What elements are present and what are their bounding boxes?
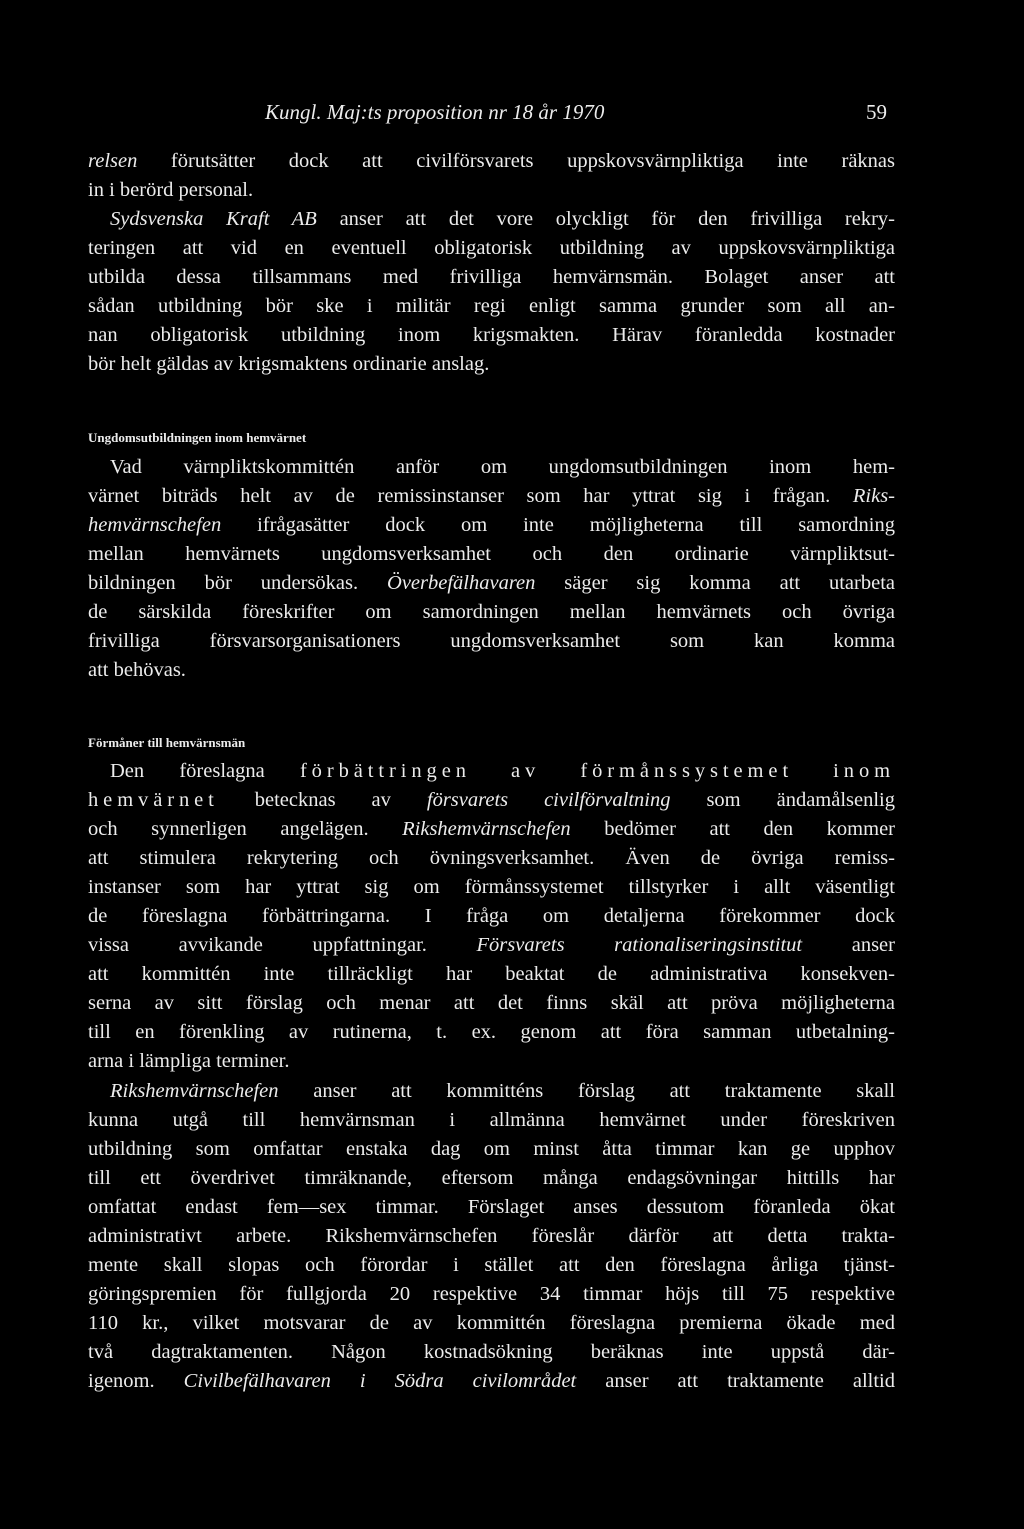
text-line: nan obligatorisk utbildning inom krigsmakten. Härav föranledda kostnader <box>88 324 895 346</box>
header-title: Kungl. Maj:ts proposition nr 18 år 1970 <box>265 100 605 124</box>
section-heading: Förmåner till hemvärnsmän <box>88 735 246 750</box>
text-line: arna i lämpliga terminer. <box>88 1050 290 1072</box>
text-line: hemvärnschefen ifrågasätter dock om inte möjligheterna till samordning <box>88 514 895 536</box>
text-line: frivilliga försvarsorganisationers ungdomsverksamhet som kan komma <box>88 630 895 652</box>
text-line: Den föreslagna förbättringen av förmånssystemet inom <box>110 760 895 782</box>
text-line: Sydsvenska Kraft AB anser att det vore olyckligt för den frivilliga rekry- <box>110 208 895 230</box>
text-line: bildningen bör undersökas. Överbefälhavaren säger sig komma att utarbeta <box>88 572 895 594</box>
section-heading: Ungdomsutbildningen inom hemvärnet <box>88 430 307 445</box>
text-line: sådan utbildning bör ske i militär regi enligt samma grunder som all an- <box>88 295 895 317</box>
text-line: till en förenkling av rutinerna, t. ex. genom att föra samman utbetalning- <box>88 1021 895 1043</box>
text-line: vissa avvikande uppfattningar. Försvarets rationaliseringsinstitut anser <box>88 934 895 956</box>
text-line: relsen förutsätter dock att civilförsvarets uppskovsvärnpliktiga inte räknas <box>88 150 895 172</box>
text-line: att stimulera rekrytering och övningsverksamhet. Även de övriga remiss- <box>88 847 895 869</box>
page-number: 59 <box>866 100 887 124</box>
text-line: att behövas. <box>88 659 186 681</box>
text-line: 110 kr., vilket motsvarar de av kommittén föreslagna premierna ökade med <box>88 1312 895 1334</box>
text-line: in i berörd personal. <box>88 179 254 201</box>
text-line: administrativt arbete. Rikshemvärnschefen föreslår därför att detta trakta- <box>88 1225 895 1247</box>
text-line: instanser som har yttrat sig om förmånssystemet tillstyrker i allt väsentligt <box>88 876 895 898</box>
text-line: omfattat endast fem—sex timmar. Förslaget anses dessutom föranleda ökat <box>88 1196 895 1218</box>
text-line: till ett överdrivet timräknande, eftersom många endagsövningar hittills har <box>88 1167 895 1189</box>
text-line: värnet biträds helt av de remissinstanser som har yttrat sig i frågan. Riks- <box>88 485 895 507</box>
text-line: igenom. Civilbefälhavaren i Södra civilområdet anser att traktamente alltid <box>88 1370 895 1392</box>
text-line: bör helt gäldas av krigsmaktens ordinarie anslag. <box>88 353 490 375</box>
running-header <box>0 100 1024 134</box>
text-line: serna av sitt förslag och menar att det finns skäl att pröva möjligheterna <box>88 992 895 1014</box>
text-line: göringspremien för fullgjorda 20 respektive 34 timmar höjs till 75 respektive <box>88 1283 895 1305</box>
text-line: utbildning som omfattar enstaka dag om minst åtta timmar kan ge upphov <box>88 1138 895 1160</box>
text-line: mellan hemvärnets ungdomsverksamhet och den ordinarie värnpliktsut- <box>88 543 895 565</box>
text-line: de föreslagna förbättringarna. I fråga om detaljerna förekommer dock <box>88 905 895 927</box>
text-line: kunna utgå till hemvärnsman i allmänna hemvärnet under föreskriven <box>88 1109 895 1131</box>
text-line: mente skall slopas och förordar i stället att den föreslagna årliga tjänst- <box>88 1254 895 1276</box>
text-line: att kommittén inte tillräckligt har beaktat de administrativa konsekven- <box>88 963 895 985</box>
text-line: hemvärnet betecknas av försvarets civilförvaltning som ändamålsenlig <box>88 789 895 811</box>
text-line: teringen att vid en eventuell obligatorisk utbildning av uppskovsvärnpliktiga <box>88 237 895 259</box>
text-line: och synnerligen angelägen. Rikshemvärnschefen bedömer att den kommer <box>88 818 895 840</box>
text-line: de särskilda föreskrifter om samordningen mellan hemvärnets och övriga <box>88 601 895 623</box>
text-line: Vad värnpliktskommittén anför om ungdomsutbildningen inom hem- <box>110 456 895 478</box>
text-line: två dagtraktamenten. Någon kostnadsökning beräknas inte uppstå där- <box>88 1341 895 1363</box>
text-line: utbilda dessa tillsammans med frivilliga hemvärnsmän. Bolaget anser att <box>88 266 895 288</box>
text-line: Rikshemvärnschefen anser att kommitténs förslag att traktamente skall <box>110 1080 895 1102</box>
